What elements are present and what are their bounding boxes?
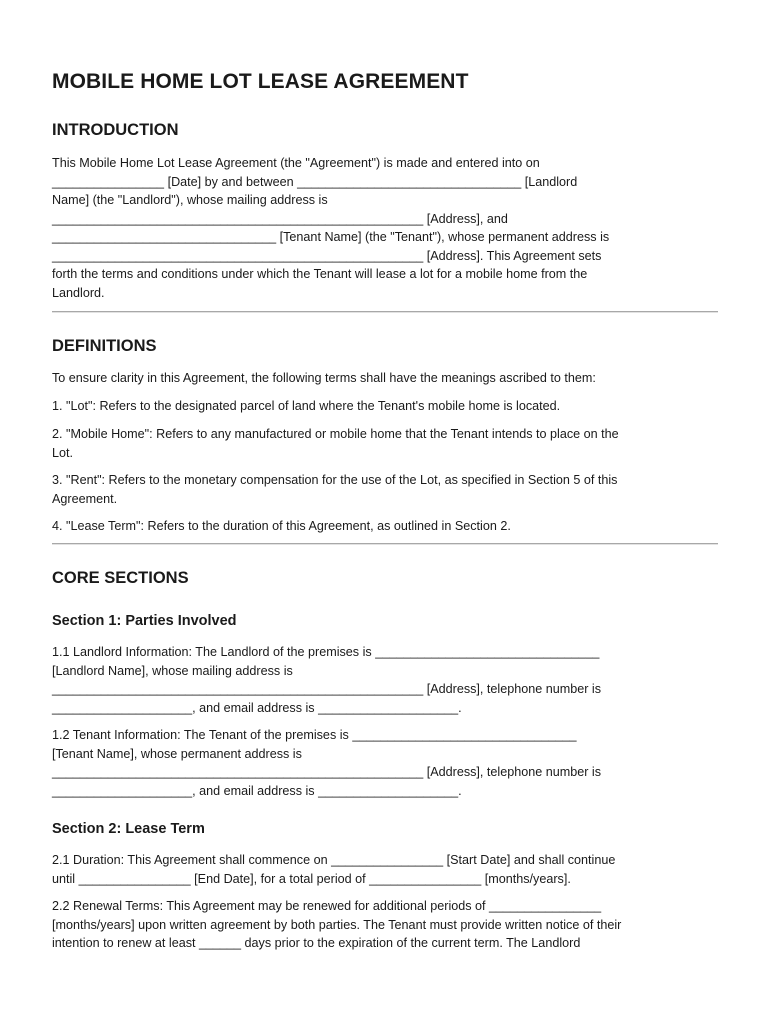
section-1-2-paragraph: 1.2 Tenant Information: The Tenant of the premises is ________________________________ [Tenant Name], whose permanent address is _____________________________________________________ [Address], telephone number is ____________________, and email address is ____________________. (52, 728, 602, 798)
core-sections-heading: CORE SECTIONS (52, 569, 189, 587)
section-1-heading: Section 1: Parties Involved (52, 613, 237, 629)
definition-item-rent: 3. "Rent": Refers to the monetary compensation for the use of the Lot, as specified in Section 5 of this Agreement. (52, 473, 618, 506)
document-title: MOBILE HOME LOT LEASE AGREEMENT (52, 70, 469, 93)
section-2-heading: Section 2: Lease Term (52, 821, 205, 837)
definition-item-mobile-home: 2. "Mobile Home": Refers to any manufactured or mobile home that the Tenant intends to place on the Lot. (52, 427, 619, 460)
definitions-intro: To ensure clarity in this Agreement, the following terms shall have the meanings ascribed to them: (52, 371, 596, 385)
introduction-heading: INTRODUCTION (52, 121, 179, 139)
section-divider (52, 311, 718, 313)
definitions-heading: DEFINITIONS (52, 337, 157, 355)
section-divider (52, 543, 718, 545)
introduction-paragraph: This Mobile Home Lot Lease Agreement (the "Agreement") is made and entered into on ________________ [Date] by and between ________________________________ [Landlord Name] (the "Landlord"), whose mailing address is _____________________________________________________ [Address], and ________________________________ [Tenant Name] (the "Tenant"), whose permanent address is _____________________________________________________ [Address]. This Agreement sets forth the terms and conditions under which the Tenant will lease a lot for a mobile home from the Landlord. (52, 156, 610, 300)
definition-item-lot: 1. "Lot": Refers to the designated parcel of land where the Tenant's mobile home is located. (52, 399, 561, 413)
definition-item-lease-term: 4. "Lease Term": Refers to the duration of this Agreement, as outlined in Section 2. (52, 519, 511, 533)
section-2-1-paragraph: 2.1 Duration: This Agreement shall commence on ________________ [Start Date] and shall continue until ________________ [End Date], for a total period of ________________ [months/years]. (52, 853, 616, 886)
section-1-1-paragraph: 1.1 Landlord Information: The Landlord of the premises is ________________________________ [Landlord Name], whose mailing address is _____________________________________________________ [Address], telephone number is ____________________, and email address is ____________________. (52, 645, 602, 715)
section-2-2-paragraph: 2.2 Renewal Terms: This Agreement may be renewed for additional periods of ________________ [months/years] upon written agreement by both parties. The Tenant must provide written notice of their intention to renew at least ______ days prior to the expiration of the current term. The Landlord (52, 899, 622, 950)
